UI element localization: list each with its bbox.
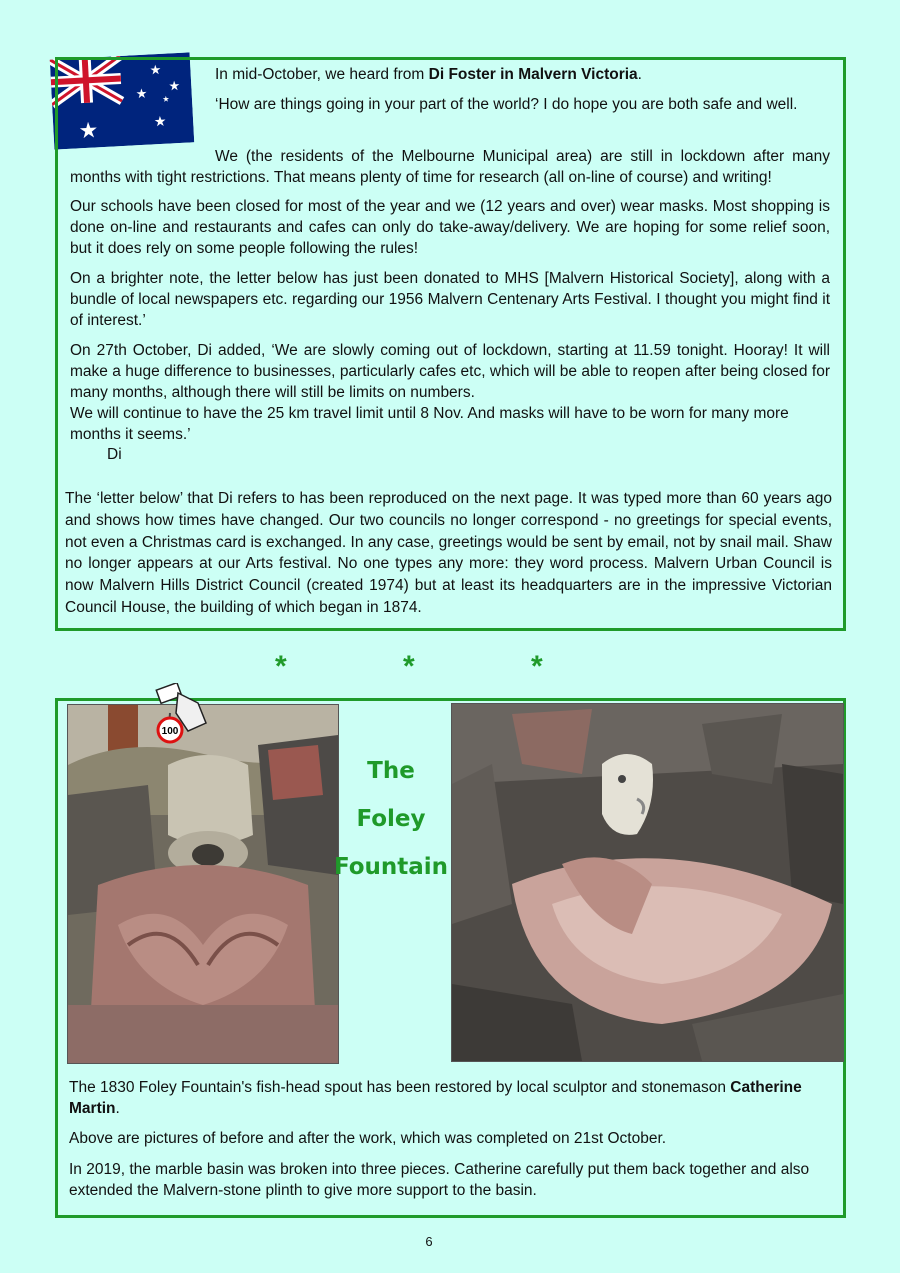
letter-paragraph-4: On a brighter note, the letter below has just been donated to MHS [Malvern Historical Society], along with a bundle of local newspapers etc. regarding our 1956 Malvern Centenary Arts Festival. I thought you might find it of interest.’	[70, 270, 830, 329]
fountain-title-line-3: Fountain	[333, 854, 449, 880]
separator-star-2: *	[403, 650, 415, 683]
page-number: 6	[425, 1234, 433, 1249]
fountain-title-line-1: The	[367, 758, 415, 784]
letter-paragraph-2a: We (the residents of the Melbourne Municipal area) are still in lockdown after many	[215, 148, 830, 165]
svg-text:★: ★	[135, 86, 148, 103]
speed-sign-number: 100	[161, 726, 179, 737]
fountain-title-line-2: Foley	[356, 806, 426, 832]
letter-signature: Di	[107, 446, 122, 463]
letter-intro: In mid-October, we heard from Di Foster in Malvern Victoria.	[215, 66, 642, 83]
letter-author: Di Foster in Malvern Victoria	[428, 66, 638, 83]
fountain-caption-2: Above are pictures of before and after the work, which was completed on 21st October.	[69, 1130, 667, 1147]
svg-text:★: ★	[149, 62, 162, 79]
svg-text:★: ★	[78, 118, 100, 145]
letter-paragraph-2b: months with tight restrictions. That means plenty of time for research (all on-line of course) and writing!	[70, 169, 772, 186]
fountain-after-photo	[451, 703, 844, 1062]
svg-text:★: ★	[162, 94, 170, 104]
svg-text:★: ★	[153, 113, 167, 131]
letter-commentary: The ‘letter below’ that Di refers to has been reproduced on the next page. It was typed more than 60 years ago and shows how times have changed. Our two councils no longer correspond - no greetings for special events, not even a Christmas card is exchanged. In any case, greetings would be sent by email, not by snail mail. Shaw no longer appears at our Arts festival. No one types any more: they word process. Malvern Urban Council is now Malvern Hills District Council (created 1974) but at least its headquarters are in the impressive Victorian Council House, the building of which began in 1874.	[65, 490, 832, 616]
separator-star-3: *	[531, 650, 543, 683]
letter-paragraph-5: On 27th October, Di added, ‘We are slowly coming out of lockdown, starting at 11.59 tonight. Hooray! It will make a huge difference to businesses, particularly cafes etc, which will be able to reopen after being closed for many months, although there will still be limits on numbers.	[70, 342, 830, 401]
svg-text:★: ★	[168, 78, 181, 95]
letter-paragraph-1: ‘How are things going in your part of the world? I do hope you are both safe and well.	[215, 96, 798, 113]
fountain-caption-1: The 1830 Foley Fountain's fish-head spout has been restored by local sculptor and stonemason Catherine Martin.	[69, 1079, 802, 1117]
mascot-speed-sign-icon	[148, 683, 218, 745]
separator-star-1: *	[275, 650, 287, 683]
fountain-caption-3: In 2019, the marble basin was broken into three pieces. Catherine carefully put them back together and also extended the Malvern-stone plinth to give more support to the basin.	[69, 1161, 810, 1199]
letter-paragraph-6: We will continue to have the 25 km travel limit until 8 Nov. And masks will have to be worn for many more months it seems.’	[70, 405, 789, 443]
sculptor-name: Catherine Martin	[69, 1079, 802, 1117]
letter-paragraph-3: Our schools have been closed for most of the year and we (12 years and over) wear masks. Most shopping is done on-line and restaurants and cafes can only do take-away/delivery. We are hoping for some relief soon, but it does rely on some people following the rules!	[70, 198, 830, 257]
fountain-before-photo	[67, 704, 339, 1064]
